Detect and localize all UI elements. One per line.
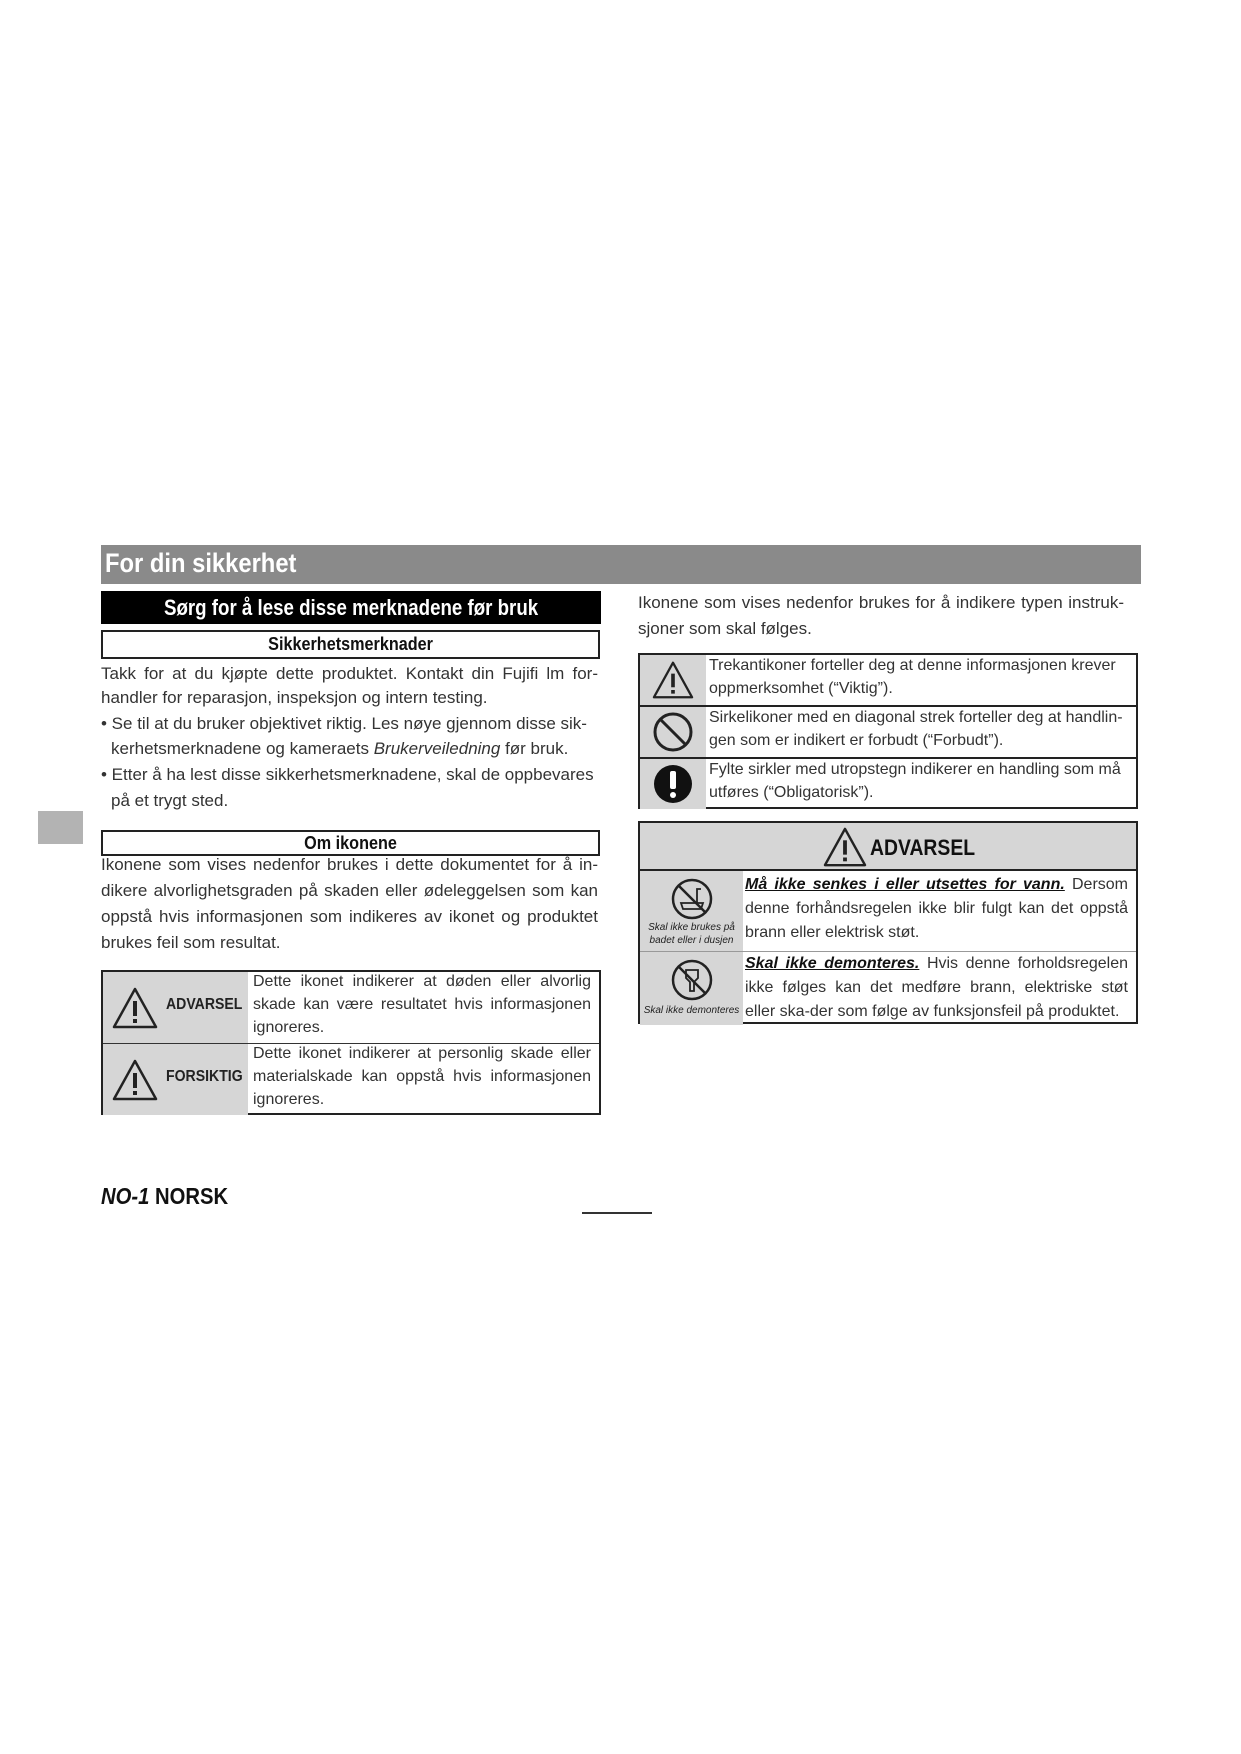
warning-text-disassemble: Skal ikke demonteres. Hvis denne forholdsregelen ikke følges kan det medføre brann, elektriske støt eller ska-der som følge av funksjonsfeil på produktet. — [745, 955, 1128, 1020]
warning-item-water — [640, 871, 1136, 951]
signal-row-caution — [103, 1043, 599, 1115]
warning-caption-disassemble: Skal ikke demonteres — [643, 1005, 740, 1016]
safety-notes-title: Sikkerhetsmerknader — [268, 634, 433, 654]
warning-box-header — [640, 823, 1136, 871]
signal-text-warning: Dette ikonet indikerer at døden eller alvorlig skade kan være resultatet hvis informasjonen ignoreres. — [253, 973, 591, 1036]
icon-types-table — [638, 653, 1138, 809]
warning-item-disassemble — [640, 951, 1136, 1025]
about-line-2: dikere alvorlighetsgraden på skaden eller ødeleggelsen som kan — [101, 881, 598, 900]
section-header — [101, 545, 1141, 584]
signal-text-caution: Dette ikonet indikerer at personlig skade eller materialskade kan oppstå hvis informasjonen ignoreres. — [253, 1045, 591, 1108]
language-tab-marker — [38, 811, 83, 844]
warning-caption-water-2: badet eller i dusjen — [649, 935, 734, 946]
intro-line-2: handler for reparasjon, inspeksjon og intern testing. — [101, 688, 488, 707]
icon-type-row-prohibited — [640, 705, 1136, 757]
icon-type-text-mandatory: Fylte sirkler med utropstegn indikerer en handling som må utføres (“Obligatorisk”). — [709, 761, 1121, 801]
bullet-1-line-1: • Se til at du bruker objektivet riktig. Les nøye gjennom disse sik- — [101, 714, 587, 733]
warning-heading-disassemble: Skal ikke demonteres. — [745, 955, 920, 972]
right-intro-line-2: sjoner som skal følges. — [638, 619, 812, 638]
icon-type-row-mandatory — [640, 757, 1136, 809]
icon-type-row-attention — [640, 655, 1136, 705]
warning-text-water: Må ikke senkes i eller utsettes for vann. Dersom denne forhåndsregelen ikke blir fulgt kan det oppstå brann eller elektrisk støt. — [745, 876, 1129, 941]
triangle-attention-icon — [651, 660, 695, 700]
signal-label-warning: ADVARSEL — [166, 996, 243, 1013]
warning-box-title: ADVARSEL — [870, 835, 976, 860]
page-number: NO-1 — [101, 1183, 150, 1209]
warning-triangle-icon — [111, 1058, 159, 1102]
icon-type-text-prohibited: Sirkelikoner med en diagonal strek forteller deg at handlin-gen som er indikert er forbudt (“Forbudt”). — [709, 709, 1123, 749]
signal-word-table — [101, 970, 601, 1115]
page-footer — [101, 1183, 228, 1210]
about-line-3: oppstå hvis informasjonen som indikeres av ikonet og produktet — [101, 907, 598, 926]
section-title: For din sikkerhet — [105, 548, 297, 578]
footer-language: NORSK — [154, 1183, 229, 1209]
no-disassemble-icon — [670, 958, 714, 1002]
safety-notes-title-box — [101, 630, 600, 659]
signal-row-warning — [103, 972, 599, 1043]
icon-type-text-attention: Trekantikoner forteller deg at denne informasjonen krever oppmerksomhet (“Viktig”). — [709, 657, 1116, 697]
intro-line-1: Takk for at du kjøpte dette produktet. Kontakt din Fujifi lm for- — [101, 664, 598, 683]
about-line-1: Ikonene som vises nedenfor brukes i dette dokumentet for å in- — [101, 855, 598, 874]
warning-triangle-icon — [111, 986, 159, 1030]
about-line-4: brukes feil som resultat. — [101, 933, 281, 952]
bullet-2-line-2: på et trygt sted. — [111, 791, 229, 810]
footer-divider — [582, 1212, 652, 1214]
warning-box — [638, 821, 1138, 1024]
manual-title: Brukerveiledning — [373, 739, 501, 758]
bullet-1-line-2: kerhetsmerknadene og kameraets Brukerveiledning før bruk. — [111, 739, 569, 758]
signal-label-caution: FORSIKTIG — [166, 1068, 243, 1085]
about-icons-title: Om ikonene — [304, 832, 397, 853]
prohibited-circle-icon — [652, 711, 694, 753]
notice-bar — [101, 591, 601, 624]
bullet-2-line-1: • Etter å ha lest disse sikkerhetsmerknadene, skal de oppbevares — [101, 765, 594, 784]
warning-caption-water-1: Skal ikke brukes på — [648, 922, 735, 933]
no-water-icon — [670, 877, 714, 921]
mandatory-exclamation-icon — [652, 763, 694, 805]
warning-triangle-icon — [822, 826, 868, 868]
notice-text: Sørg for å lese disse merknadene før bruk — [163, 594, 539, 620]
right-intro-line-1: Ikonene som vises nedenfor brukes for å indikere typen instruk- — [638, 593, 1124, 612]
warning-heading-water: Må ikke senkes i eller utsettes for vann. — [745, 876, 1065, 893]
